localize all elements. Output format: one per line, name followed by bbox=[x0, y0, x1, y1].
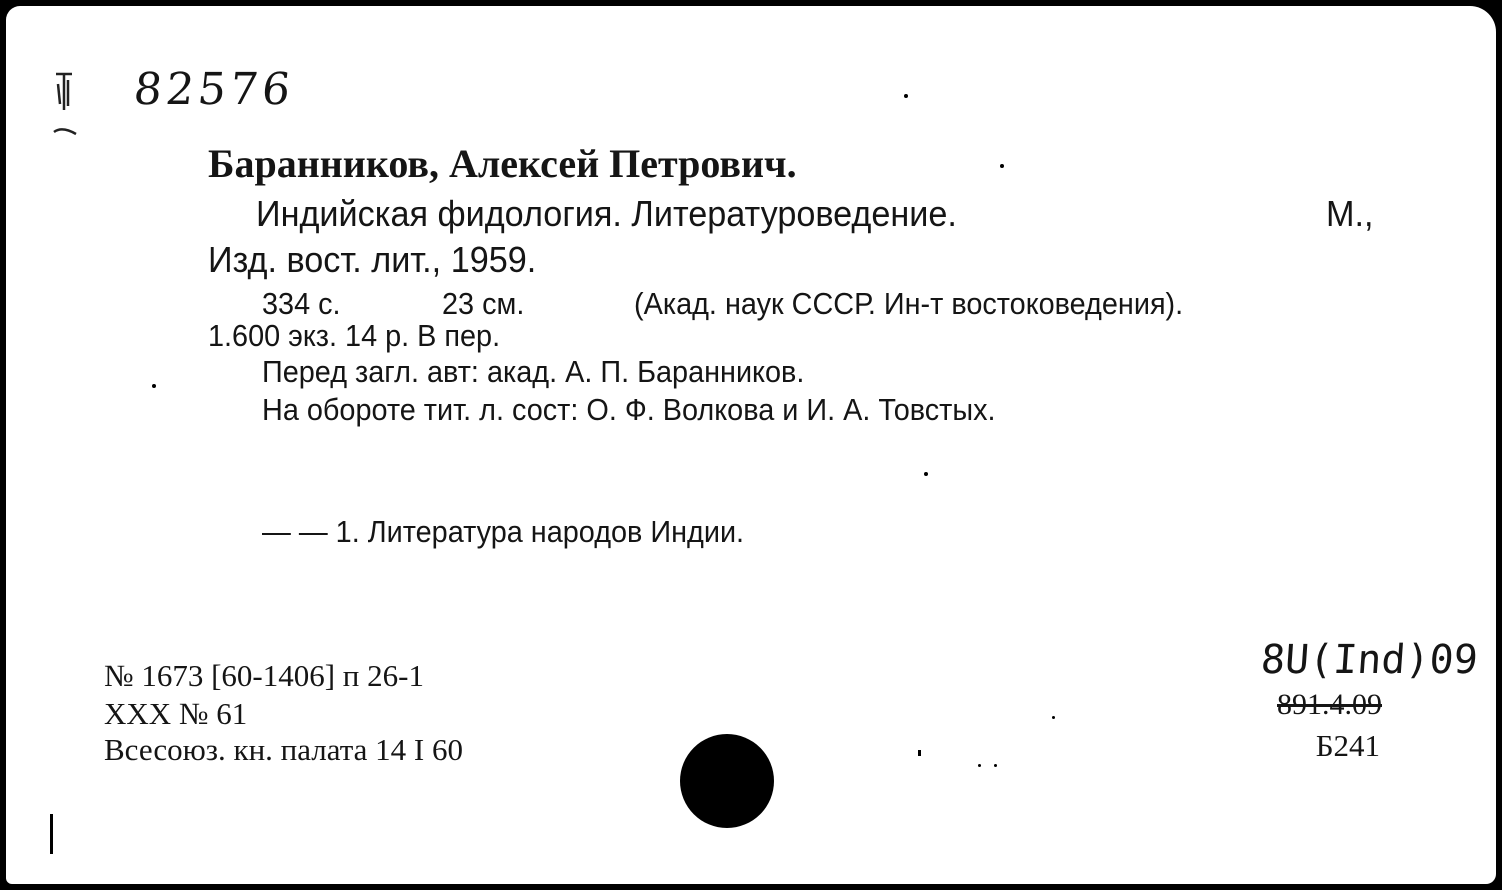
publication-place: М., bbox=[1326, 193, 1374, 234]
dot-mark bbox=[1000, 164, 1004, 168]
subject-heading: — — 1. Литература народов Индии. bbox=[262, 514, 745, 549]
dot-mark bbox=[924, 472, 928, 476]
stamp-mark-icon bbox=[52, 70, 80, 140]
shelf-code: Б241 bbox=[1315, 728, 1380, 763]
author-heading: Баранников, Алексей Петрович. bbox=[208, 141, 797, 186]
dot-mark bbox=[918, 750, 921, 756]
series-statement: (Акад. наук СССР. Ин-т востоковедения). bbox=[634, 286, 1184, 321]
extent-size: 23 см. bbox=[442, 286, 525, 321]
handwritten-classification: 8U(Ind)09 bbox=[1259, 637, 1480, 683]
dot-mark bbox=[904, 94, 908, 98]
footer-line-2: ХХХ № 61 bbox=[104, 696, 248, 731]
struck-classification: 891.4.09 bbox=[1277, 688, 1382, 721]
note-author: Перед загл. авт: акад. А. П. Баранников. bbox=[262, 354, 805, 389]
footer-line-3: Всесоюз. кн. палата 14 I 60 bbox=[104, 732, 463, 767]
title-line: Индийская фидология. Литературоведение. bbox=[256, 193, 957, 234]
footer-line-1: № 1673 [60-1406] п 26-1 bbox=[104, 658, 424, 693]
dot-mark bbox=[994, 764, 997, 767]
dot-mark bbox=[1052, 716, 1055, 719]
copies-price: 1.600 экз. 14 р. В пер. bbox=[208, 318, 501, 353]
left-edge-mark bbox=[50, 814, 53, 854]
dot-mark bbox=[152, 384, 156, 388]
note-compiler: На обороте тит. л. сост: О. Ф. Волкова и И. А. Товстых. bbox=[262, 392, 996, 427]
dot-mark bbox=[978, 764, 981, 767]
extent-pages: 334 с. bbox=[262, 286, 341, 321]
handwritten-accession-number: 82576 bbox=[131, 64, 297, 115]
publisher-line: Изд. вост. лит., 1959. bbox=[208, 239, 537, 280]
punch-hole bbox=[680, 734, 774, 828]
catalog-card bbox=[6, 6, 1496, 884]
